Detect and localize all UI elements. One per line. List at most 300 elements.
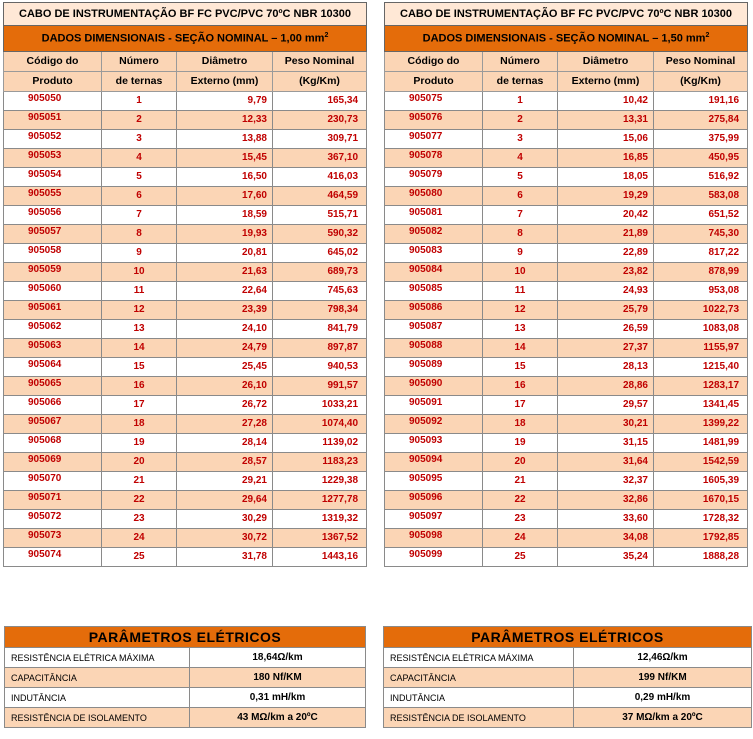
table-row [4, 206, 367, 225]
external-diameter-cell: 29,57 [558, 396, 654, 415]
params-row [5, 688, 366, 708]
terna-count-cell: 4 [102, 149, 177, 168]
product-code-cell: 905079 [385, 168, 483, 187]
nominal-weight-cell: 645,02 [273, 244, 367, 263]
external-diameter-cell: 26,72 [177, 396, 273, 415]
external-diameter-cell: 18,05 [558, 168, 654, 187]
table-row [4, 434, 367, 453]
nominal-weight-cell: 953,08 [654, 282, 748, 301]
external-diameter-cell: 27,37 [558, 339, 654, 358]
external-diameter-cell: 21,63 [177, 263, 273, 282]
external-diameter-cell: 26,10 [177, 377, 273, 396]
product-code-cell: 905076 [385, 111, 483, 130]
nominal-weight-cell: 1229,38 [273, 472, 367, 491]
nominal-weight-cell: 590,32 [273, 225, 367, 244]
product-code-cell: 905054 [4, 168, 102, 187]
external-diameter-cell: 19,93 [177, 225, 273, 244]
param-label: CAPACITÂNCIA [384, 668, 574, 688]
external-diameter-cell: 22,64 [177, 282, 273, 301]
table-row [385, 187, 748, 206]
terna-count-cell: 9 [483, 244, 558, 263]
param-value: 37 MΩ/km a 20ºC [574, 708, 752, 728]
terna-count-cell: 7 [102, 206, 177, 225]
table-row [4, 111, 367, 130]
params-row [5, 708, 366, 728]
nominal-weight-cell: 1792,85 [654, 529, 748, 548]
nominal-weight-cell: 1283,17 [654, 377, 748, 396]
table-row [385, 282, 748, 301]
params-row [5, 668, 366, 688]
product-code-cell: 905070 [4, 472, 102, 491]
external-diameter-cell: 19,29 [558, 187, 654, 206]
external-diameter-cell: 23,82 [558, 263, 654, 282]
terna-count-cell: 18 [102, 415, 177, 434]
external-diameter-cell: 15,06 [558, 130, 654, 149]
table-row [385, 111, 748, 130]
table-row [4, 339, 367, 358]
table-row [385, 149, 748, 168]
terna-count-cell: 22 [102, 491, 177, 510]
header-diameter: Diâmetro [177, 52, 273, 72]
nominal-weight-cell: 1083,08 [654, 320, 748, 339]
external-diameter-cell: 29,64 [177, 491, 273, 510]
external-diameter-cell: 17,60 [177, 187, 273, 206]
header-code: Código do [4, 52, 102, 72]
nominal-weight-cell: 1542,59 [654, 453, 748, 472]
param-label: RESISTÊNCIA DE ISOLAMENTO [384, 708, 574, 728]
external-diameter-cell: 25,79 [558, 301, 654, 320]
terna-count-cell: 25 [483, 548, 558, 567]
table-row [385, 225, 748, 244]
nominal-weight-cell: 940,53 [273, 358, 367, 377]
product-code-cell: 905088 [385, 339, 483, 358]
table-title: CABO DE INSTRUMENTAÇÃO BF FC PVC/PVC 70ºC NBR 10300 [385, 3, 748, 26]
header-count-2: de ternas [102, 72, 177, 92]
param-value: 0,31 mH/km [190, 688, 366, 708]
param-value: 180 Nf/KM [190, 668, 366, 688]
external-diameter-cell: 28,86 [558, 377, 654, 396]
terna-count-cell: 22 [483, 491, 558, 510]
table-row [4, 396, 367, 415]
terna-count-cell: 19 [483, 434, 558, 453]
terna-count-cell: 5 [102, 168, 177, 187]
product-code-cell: 905071 [4, 491, 102, 510]
param-label: RESISTÊNCIA ELÉTRICA MÁXIMA [5, 648, 190, 668]
terna-count-cell: 23 [102, 510, 177, 529]
product-code-cell: 905067 [4, 415, 102, 434]
table-row [385, 472, 748, 491]
terna-count-cell: 14 [483, 339, 558, 358]
terna-count-cell: 13 [483, 320, 558, 339]
product-code-cell: 905052 [4, 130, 102, 149]
terna-count-cell: 7 [483, 206, 558, 225]
product-code-cell: 905057 [4, 225, 102, 244]
table-row [4, 377, 367, 396]
electrical-params-panel-1 [4, 626, 365, 728]
table-row [385, 168, 748, 187]
table-row [385, 510, 748, 529]
header-weight-2: (Kg/Km) [273, 72, 367, 92]
nominal-weight-cell: 1481,99 [654, 434, 748, 453]
product-code-cell: 905084 [385, 263, 483, 282]
terna-count-cell: 12 [483, 301, 558, 320]
terna-count-cell: 20 [102, 453, 177, 472]
product-code-cell: 905091 [385, 396, 483, 415]
table-row [385, 206, 748, 225]
product-code-cell: 905059 [4, 263, 102, 282]
dimension-table [3, 2, 367, 567]
header-weight: Peso Nominal [273, 52, 367, 72]
table-row [4, 168, 367, 187]
params-row [384, 648, 752, 668]
header-code-2: Produto [385, 72, 483, 92]
table-row [385, 92, 748, 111]
header-weight: Peso Nominal [654, 52, 748, 72]
param-value: 43 MΩ/km a 20ºC [190, 708, 366, 728]
table-row [385, 434, 748, 453]
terna-count-cell: 2 [483, 111, 558, 130]
electrical-params-table [4, 626, 366, 728]
external-diameter-cell: 31,64 [558, 453, 654, 472]
terna-count-cell: 2 [102, 111, 177, 130]
header-count: Número [483, 52, 558, 72]
nominal-weight-cell: 309,71 [273, 130, 367, 149]
external-diameter-cell: 26,59 [558, 320, 654, 339]
dimension-table-panel-2 [384, 2, 747, 567]
electrical-params-panel-2 [383, 626, 744, 728]
terna-count-cell: 17 [102, 396, 177, 415]
external-diameter-cell: 31,78 [177, 548, 273, 567]
product-code-cell: 905080 [385, 187, 483, 206]
external-diameter-cell: 32,37 [558, 472, 654, 491]
nominal-weight-cell: 745,63 [273, 282, 367, 301]
nominal-weight-cell: 1319,32 [273, 510, 367, 529]
product-code-cell: 905096 [385, 491, 483, 510]
nominal-weight-cell: 191,16 [654, 92, 748, 111]
product-code-cell: 905069 [4, 453, 102, 472]
product-code-cell: 905085 [385, 282, 483, 301]
table-row [4, 301, 367, 320]
params-body [384, 648, 752, 728]
header-count: Número [102, 52, 177, 72]
product-code-cell: 905058 [4, 244, 102, 263]
header-code: Código do [385, 52, 483, 72]
terna-count-cell: 23 [483, 510, 558, 529]
terna-count-cell: 19 [102, 434, 177, 453]
terna-count-cell: 11 [483, 282, 558, 301]
product-code-cell: 905078 [385, 149, 483, 168]
product-code-cell: 905092 [385, 415, 483, 434]
external-diameter-cell: 16,85 [558, 149, 654, 168]
table-row [4, 453, 367, 472]
table-row [4, 130, 367, 149]
table-row [385, 415, 748, 434]
external-diameter-cell: 15,45 [177, 149, 273, 168]
product-code-cell: 905061 [4, 301, 102, 320]
table-body [4, 92, 367, 567]
product-code-cell: 905066 [4, 396, 102, 415]
table-row [4, 415, 367, 434]
product-code-cell: 905098 [385, 529, 483, 548]
param-label: RESISTÊNCIA ELÉTRICA MÁXIMA [384, 648, 574, 668]
product-code-cell: 905073 [4, 529, 102, 548]
param-label: INDUTÂNCIA [384, 688, 574, 708]
terna-count-cell: 13 [102, 320, 177, 339]
header-weight-2: (Kg/Km) [654, 72, 748, 92]
params-body [5, 648, 366, 728]
nominal-weight-cell: 1183,23 [273, 453, 367, 472]
params-title: PARÂMETROS ELÉTRICOS [384, 627, 752, 648]
table-row [4, 548, 367, 567]
external-diameter-cell: 27,28 [177, 415, 273, 434]
param-value: 12,46Ω/km [574, 648, 752, 668]
param-label: RESISTÊNCIA DE ISOLAMENTO [5, 708, 190, 728]
table-title: CABO DE INSTRUMENTAÇÃO BF FC PVC/PVC 70ºC NBR 10300 [4, 3, 367, 26]
external-diameter-cell: 10,42 [558, 92, 654, 111]
external-diameter-cell: 9,79 [177, 92, 273, 111]
nominal-weight-cell: 1341,45 [654, 396, 748, 415]
external-diameter-cell: 12,33 [177, 111, 273, 130]
terna-count-cell: 25 [102, 548, 177, 567]
table-row [4, 92, 367, 111]
nominal-weight-cell: 275,84 [654, 111, 748, 130]
external-diameter-cell: 18,59 [177, 206, 273, 225]
product-code-cell: 905065 [4, 377, 102, 396]
table-row [4, 225, 367, 244]
product-code-cell: 905060 [4, 282, 102, 301]
param-label: INDUTÂNCIA [5, 688, 190, 708]
external-diameter-cell: 13,31 [558, 111, 654, 130]
external-diameter-cell: 34,08 [558, 529, 654, 548]
product-code-cell: 905095 [385, 472, 483, 491]
terna-count-cell: 24 [483, 529, 558, 548]
product-code-cell: 905087 [385, 320, 483, 339]
nominal-weight-cell: 991,57 [273, 377, 367, 396]
product-code-cell: 905093 [385, 434, 483, 453]
external-diameter-cell: 13,88 [177, 130, 273, 149]
external-diameter-cell: 22,89 [558, 244, 654, 263]
table-row [385, 263, 748, 282]
table-row [385, 244, 748, 263]
header-code-2: Produto [4, 72, 102, 92]
table-row [4, 491, 367, 510]
nominal-weight-cell: 583,08 [654, 187, 748, 206]
table-row [4, 263, 367, 282]
terna-count-cell: 14 [102, 339, 177, 358]
product-code-cell: 905064 [4, 358, 102, 377]
nominal-weight-cell: 689,73 [273, 263, 367, 282]
nominal-weight-cell: 651,52 [654, 206, 748, 225]
terna-count-cell: 15 [102, 358, 177, 377]
table-row [4, 187, 367, 206]
external-diameter-cell: 30,21 [558, 415, 654, 434]
nominal-weight-cell: 450,95 [654, 149, 748, 168]
product-code-cell: 905083 [385, 244, 483, 263]
terna-count-cell: 18 [483, 415, 558, 434]
table-row [4, 472, 367, 491]
table-row [385, 358, 748, 377]
nominal-weight-cell: 464,59 [273, 187, 367, 206]
external-diameter-cell: 24,93 [558, 282, 654, 301]
external-diameter-cell: 20,81 [177, 244, 273, 263]
external-diameter-cell: 25,45 [177, 358, 273, 377]
external-diameter-cell: 28,13 [558, 358, 654, 377]
nominal-weight-cell: 1074,40 [273, 415, 367, 434]
dimension-table-panel-1 [3, 2, 366, 567]
header-count-2: de ternas [483, 72, 558, 92]
nominal-weight-cell: 1605,39 [654, 472, 748, 491]
table-row [4, 282, 367, 301]
terna-count-cell: 11 [102, 282, 177, 301]
nominal-weight-cell: 1215,40 [654, 358, 748, 377]
nominal-weight-cell: 1277,78 [273, 491, 367, 510]
product-code-cell: 905097 [385, 510, 483, 529]
product-code-cell: 905082 [385, 225, 483, 244]
terna-count-cell: 17 [483, 396, 558, 415]
external-diameter-cell: 32,86 [558, 491, 654, 510]
table-subtitle: DADOS DIMENSIONAIS - SEÇÃO NOMINAL – 1,50 $mm^2$ [385, 26, 748, 52]
nominal-weight-cell: 1022,73 [654, 301, 748, 320]
product-code-cell: 905099 [385, 548, 483, 567]
terna-count-cell: 5 [483, 168, 558, 187]
external-diameter-cell: 21,89 [558, 225, 654, 244]
terna-count-cell: 8 [483, 225, 558, 244]
product-code-cell: 905074 [4, 548, 102, 567]
header-diameter-2: Externo (mm) [177, 72, 273, 92]
table-row [4, 510, 367, 529]
external-diameter-cell: 24,79 [177, 339, 273, 358]
table-row [385, 529, 748, 548]
terna-count-cell: 21 [483, 472, 558, 491]
product-code-cell: 905068 [4, 434, 102, 453]
params-row [384, 668, 752, 688]
electrical-params-table [383, 626, 752, 728]
product-code-cell: 905051 [4, 111, 102, 130]
external-diameter-cell: 28,57 [177, 453, 273, 472]
header-diameter: Diâmetro [558, 52, 654, 72]
product-code-cell: 905086 [385, 301, 483, 320]
table-row [4, 320, 367, 339]
terna-count-cell: 8 [102, 225, 177, 244]
nominal-weight-cell: 416,03 [273, 168, 367, 187]
product-code-cell: 905075 [385, 92, 483, 111]
terna-count-cell: 6 [483, 187, 558, 206]
terna-count-cell: 20 [483, 453, 558, 472]
nominal-weight-cell: 817,22 [654, 244, 748, 263]
terna-count-cell: 15 [483, 358, 558, 377]
table-row [385, 339, 748, 358]
product-code-cell: 905081 [385, 206, 483, 225]
param-label: CAPACITÂNCIA [5, 668, 190, 688]
param-value: 199 Nf/KM [574, 668, 752, 688]
external-diameter-cell: 31,15 [558, 434, 654, 453]
nominal-weight-cell: 1033,21 [273, 396, 367, 415]
table-row [385, 396, 748, 415]
external-diameter-cell: 30,72 [177, 529, 273, 548]
product-code-cell: 905053 [4, 149, 102, 168]
nominal-weight-cell: 745,30 [654, 225, 748, 244]
external-diameter-cell: 29,21 [177, 472, 273, 491]
external-diameter-cell: 23,39 [177, 301, 273, 320]
nominal-weight-cell: 1728,32 [654, 510, 748, 529]
terna-count-cell: 9 [102, 244, 177, 263]
nominal-weight-cell: 516,92 [654, 168, 748, 187]
terna-count-cell: 1 [483, 92, 558, 111]
table-row [4, 149, 367, 168]
params-row [384, 688, 752, 708]
nominal-weight-cell: 841,79 [273, 320, 367, 339]
terna-count-cell: 10 [483, 263, 558, 282]
product-code-cell: 905072 [4, 510, 102, 529]
table-row [385, 548, 748, 567]
header-diameter-2: Externo (mm) [558, 72, 654, 92]
nominal-weight-cell: 1888,28 [654, 548, 748, 567]
external-diameter-cell: 35,24 [558, 548, 654, 567]
terna-count-cell: 10 [102, 263, 177, 282]
table-row [385, 453, 748, 472]
nominal-weight-cell: 897,87 [273, 339, 367, 358]
external-diameter-cell: 16,50 [177, 168, 273, 187]
terna-count-cell: 16 [102, 377, 177, 396]
table-row [4, 244, 367, 263]
terna-count-cell: 12 [102, 301, 177, 320]
terna-count-cell: 16 [483, 377, 558, 396]
product-code-cell: 905089 [385, 358, 483, 377]
product-code-cell: 905094 [385, 453, 483, 472]
nominal-weight-cell: 165,34 [273, 92, 367, 111]
nominal-weight-cell: 515,71 [273, 206, 367, 225]
table-row [385, 377, 748, 396]
product-code-cell: 905090 [385, 377, 483, 396]
terna-count-cell: 1 [102, 92, 177, 111]
product-code-cell: 905050 [4, 92, 102, 111]
terna-count-cell: 3 [483, 130, 558, 149]
nominal-weight-cell: 367,10 [273, 149, 367, 168]
nominal-weight-cell: 1139,02 [273, 434, 367, 453]
terna-count-cell: 3 [102, 130, 177, 149]
nominal-weight-cell: 1443,16 [273, 548, 367, 567]
product-code-cell: 905062 [4, 320, 102, 339]
nominal-weight-cell: 1670,15 [654, 491, 748, 510]
external-diameter-cell: 28,14 [177, 434, 273, 453]
params-row [5, 648, 366, 668]
nominal-weight-cell: 1399,22 [654, 415, 748, 434]
product-code-cell: 905056 [4, 206, 102, 225]
param-value: 0,29 mH/km [574, 688, 752, 708]
external-diameter-cell: 24,10 [177, 320, 273, 339]
product-code-cell: 905063 [4, 339, 102, 358]
nominal-weight-cell: 878,99 [654, 263, 748, 282]
table-row [4, 529, 367, 548]
params-title: PARÂMETROS ELÉTRICOS [5, 627, 366, 648]
param-value: 18,64Ω/km [190, 648, 366, 668]
table-row [4, 358, 367, 377]
terna-count-cell: 4 [483, 149, 558, 168]
terna-count-cell: 24 [102, 529, 177, 548]
nominal-weight-cell: 798,34 [273, 301, 367, 320]
nominal-weight-cell: 1155,97 [654, 339, 748, 358]
product-code-cell: 905077 [385, 130, 483, 149]
table-body [385, 92, 748, 567]
table-row [385, 491, 748, 510]
table-row [385, 320, 748, 339]
dimension-table [384, 2, 748, 567]
product-code-cell: 905055 [4, 187, 102, 206]
table-row [385, 130, 748, 149]
nominal-weight-cell: 375,99 [654, 130, 748, 149]
external-diameter-cell: 20,42 [558, 206, 654, 225]
params-row [384, 708, 752, 728]
